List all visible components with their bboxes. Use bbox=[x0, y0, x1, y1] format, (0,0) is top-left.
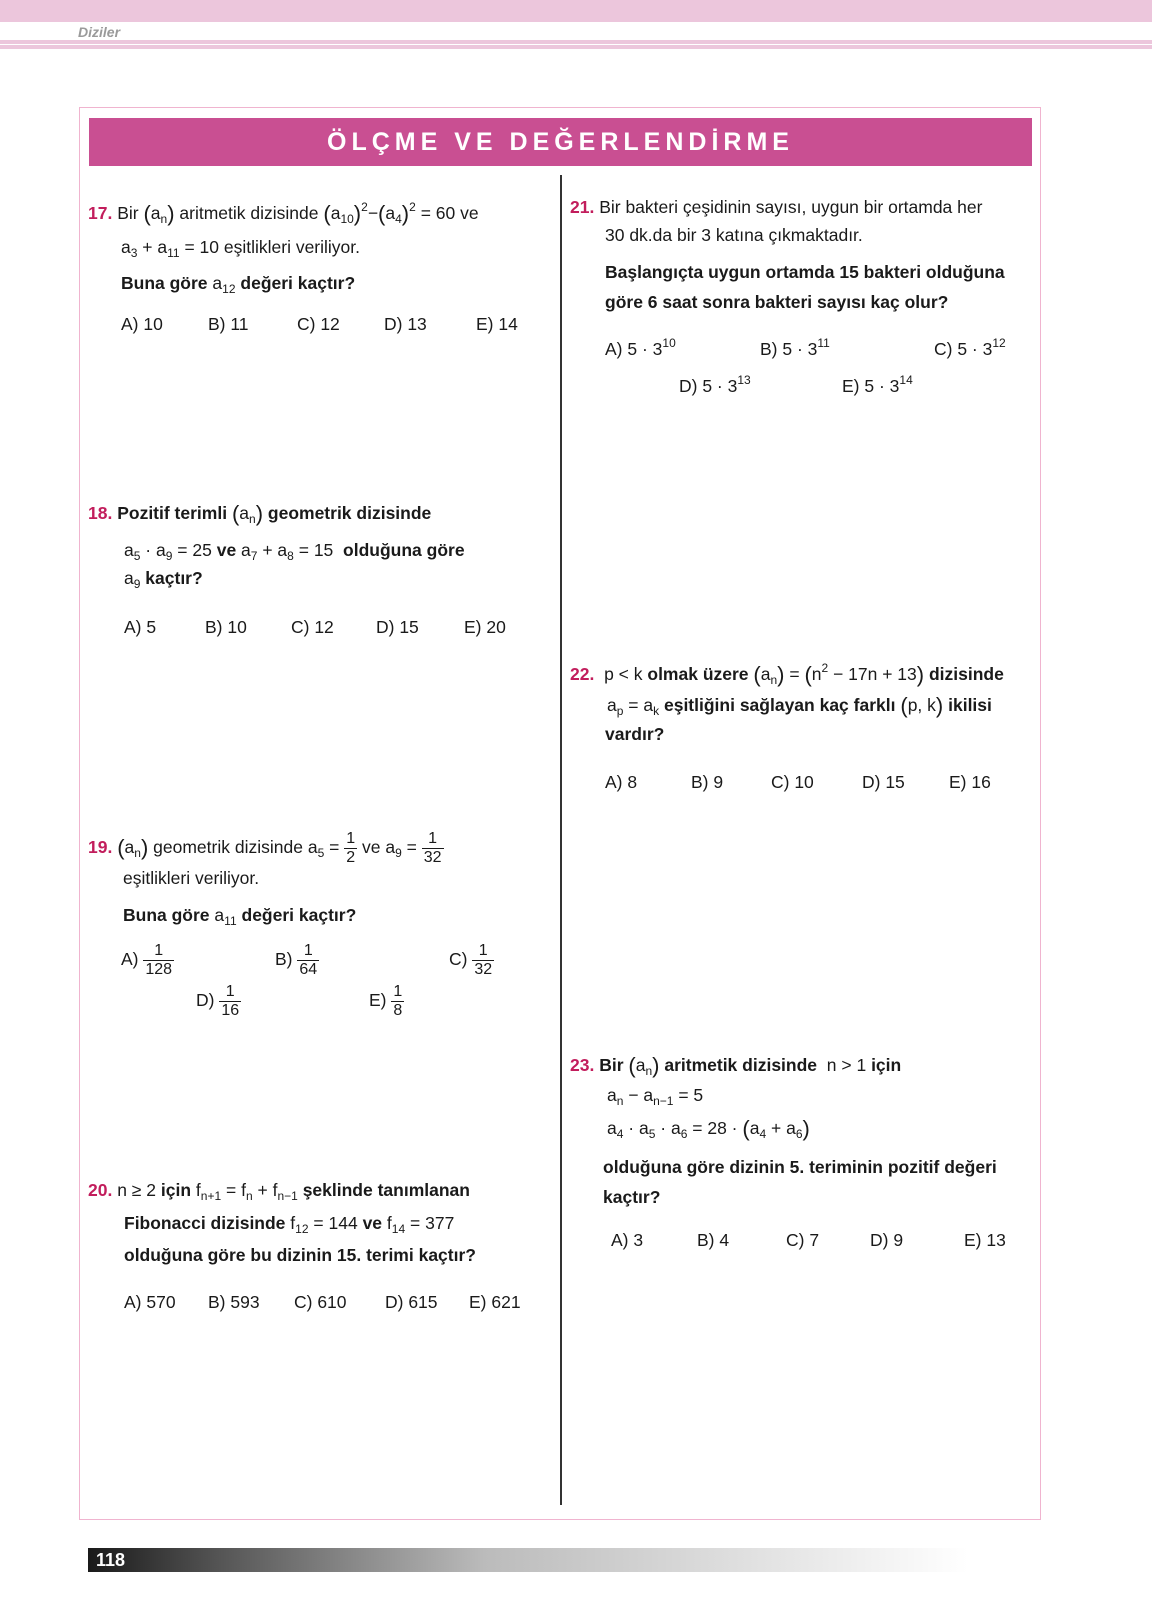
q19-fraction-a5: $\frac{1}{2}$ bbox=[346, 830, 356, 866]
q18-text: Pozitif terimli bbox=[117, 503, 228, 523]
q18-line1: 18. Pozitif terimli $(a_n)$ geometrik dizisinde bbox=[88, 501, 432, 526]
q22-text: ikilisi bbox=[948, 695, 992, 715]
q22-option-c[interactable]: C) 10 bbox=[771, 772, 814, 792]
q21-line2: 30 dk.da bir 3 katına çıkmaktadır. bbox=[605, 225, 863, 245]
section-banner: ÖLÇME VE DEĞERLENDİRME bbox=[89, 118, 1032, 166]
q23-text: aritmetik dizisinde bbox=[664, 1055, 818, 1075]
q23-option-d[interactable]: D) 9 bbox=[870, 1230, 904, 1250]
q19-text: değeri kaçtır? bbox=[241, 905, 357, 925]
q17-line2: $a_3 + a_{11} = 10$ eşitlikleri veriliyor. bbox=[121, 237, 360, 260]
q23-option-e[interactable]: E) 13 bbox=[964, 1230, 1006, 1250]
q22-option-d[interactable]: D) 15 bbox=[862, 772, 905, 792]
q22-option-b[interactable]: B) 9 bbox=[691, 772, 724, 792]
q17-line3: Buna göre $a_{12}$ değeri kaçtır? bbox=[121, 273, 356, 296]
q19-line2: eşitlikleri veriliyor. bbox=[123, 868, 260, 888]
q17-line1: 17. Bir $(a_n)$ aritmetik dizisinde $(a_{10})^2-(a_4)^2 = 60$ ve bbox=[88, 200, 479, 226]
q21-option-e[interactable]: E) $5 \cdot 3^{14}$ bbox=[842, 373, 913, 396]
q21-option-a[interactable]: A) $5 \cdot 3^{10}$ bbox=[605, 336, 676, 359]
q22-option-e[interactable]: E) 16 bbox=[949, 772, 991, 792]
q21-text: Bir bakteri çeşidinin sayısı, uygun bir ortamda her bbox=[599, 197, 983, 217]
q23-line1: 23. Bir $(a_n)$ aritmetik dizisinde n > 1 için bbox=[570, 1053, 902, 1078]
q17-text: Bir bbox=[117, 203, 139, 223]
q21-option-c[interactable]: C) $5 \cdot 3^{12}$ bbox=[934, 336, 1006, 359]
q19-option-d[interactable]: D) $\frac{1}{16}$ bbox=[196, 983, 240, 1019]
q18-option-b[interactable]: B) 10 bbox=[205, 617, 247, 637]
q23-text: = 5 bbox=[678, 1085, 704, 1105]
q19-option-c[interactable]: C) $\frac{1}{32}$ bbox=[449, 942, 493, 978]
q21-line1 bbox=[570, 197, 982, 218]
q19-text: geometrik dizisinde bbox=[153, 837, 303, 858]
q18-line3: $a_9$ kaçtır? bbox=[124, 568, 203, 591]
q22-line1: 22. p < k olmak üzere $(a_n) = (n^2 - 17n + 13)$ dizisinde bbox=[570, 661, 1004, 687]
q23-text: için bbox=[871, 1055, 902, 1075]
q23-line5: kaçtır? bbox=[603, 1187, 661, 1207]
q23-number: 23. bbox=[570, 1055, 595, 1075]
q20-line2: Fibonacci dizisinde $f_{12} = 144$ ve $f_{14} = 377$ bbox=[124, 1213, 455, 1236]
q19-line1: 19. $(a_n)$ geometrik dizisinde $a_5$ = $\frac{1}{2}$ ve $a_9$ = $\frac{1}{32}$ bbox=[88, 830, 442, 866]
q22-option-a[interactable]: A) 8 bbox=[605, 772, 638, 792]
q19-option-b[interactable]: B) $\frac{1}{64}$ bbox=[275, 942, 318, 978]
q18-option-a[interactable]: A) 5 bbox=[124, 617, 157, 637]
q17-text: = 60 ve bbox=[420, 203, 479, 223]
q23-option-c[interactable]: C) 7 bbox=[786, 1230, 820, 1250]
q17-option-e[interactable]: E) 14 bbox=[476, 314, 518, 334]
q23-line2: $a_n - a_{n-1} = 5$ bbox=[607, 1085, 704, 1108]
q22-text: olmak üzere bbox=[647, 664, 749, 684]
q17-number: 17. bbox=[88, 203, 113, 223]
q23-option-a[interactable]: A) 3 bbox=[611, 1230, 644, 1250]
q17-option-d[interactable]: D) 13 bbox=[384, 314, 427, 334]
q19-text: Buna göre bbox=[123, 905, 210, 925]
q18-line2: $a_5 \cdot a_9 = 25$ ve $a_7 + a_8 = 15$ olduğuna göre bbox=[124, 540, 465, 563]
page-number: 118 bbox=[96, 1550, 126, 1570]
q18-text: olduğuna göre bbox=[343, 540, 465, 560]
q17-text: Buna göre bbox=[121, 273, 208, 293]
q17-text: = 10 eşitlikleri veriliyor. bbox=[184, 237, 360, 257]
q19-line3: Buna göre $a_{11}$ değeri kaçtır? bbox=[123, 905, 357, 928]
q20-option-b[interactable]: B) 593 bbox=[208, 1292, 260, 1312]
q17-option-b[interactable]: B) 11 bbox=[208, 314, 249, 334]
q18-option-d[interactable]: D) 15 bbox=[376, 617, 419, 637]
top-line-gap bbox=[0, 44, 1152, 45]
q20-line3: olduğuna göre bu dizinin 15. terimi kaçtır? bbox=[124, 1245, 476, 1265]
q21-option-d[interactable]: D) $5 \cdot 3^{13}$ bbox=[679, 373, 751, 396]
q17-option-a[interactable]: A) 10 bbox=[121, 314, 163, 334]
q17-text: aritmetik dizisinde bbox=[179, 203, 319, 223]
q22-number: 22. bbox=[570, 664, 595, 684]
q23-line3: $a_4 \cdot a_5 \cdot a_6 = 28 \cdot (a_4 + a_6)$ bbox=[607, 1116, 810, 1141]
q23-text: = 28 · bbox=[692, 1118, 738, 1138]
q23-line4: olduğuna göre dizinin 5. teriminin pozitif değeri bbox=[603, 1157, 997, 1177]
q20-option-a[interactable]: A) 570 bbox=[124, 1292, 176, 1312]
q20-text: ve bbox=[362, 1213, 383, 1233]
q19-number: 19. bbox=[88, 837, 113, 858]
q17-text: değeri kaçtır? bbox=[240, 273, 356, 293]
q17-option-c[interactable]: C) 12 bbox=[297, 314, 340, 334]
q19-fraction-a9: $\frac{1}{32}$ bbox=[423, 830, 442, 866]
q19-option-a[interactable]: A) $\frac{1}{128}$ bbox=[121, 942, 173, 978]
q18-option-e[interactable]: E) 20 bbox=[464, 617, 506, 637]
q18-text: kaçtır? bbox=[145, 568, 203, 588]
q22-text: dizisinde bbox=[928, 664, 1004, 684]
top-band bbox=[0, 0, 1152, 22]
q18-option-c[interactable]: C) 12 bbox=[291, 617, 334, 637]
q20-option-c[interactable]: C) 610 bbox=[294, 1292, 347, 1312]
q20-text: şeklinde tanımlanan bbox=[302, 1180, 470, 1200]
q23-option-b[interactable]: B) 4 bbox=[697, 1230, 730, 1250]
q18-text: ve bbox=[216, 540, 237, 560]
column-divider bbox=[560, 175, 562, 1505]
footer-bar bbox=[88, 1548, 968, 1572]
q20-number: 20. bbox=[88, 1180, 113, 1200]
q20-option-e[interactable]: E) 621 bbox=[469, 1292, 521, 1312]
q19-text: ve bbox=[361, 837, 381, 858]
q21-line4: göre 6 saat sonra bakteri sayısı kaç olur? bbox=[605, 292, 949, 312]
q22-line3: vardır? bbox=[605, 724, 665, 744]
q21-option-b[interactable]: B) $5 \cdot 3^{11}$ bbox=[760, 336, 830, 359]
q20-text: için bbox=[160, 1180, 192, 1200]
q18-text: = 25 bbox=[177, 540, 212, 560]
q19-option-e[interactable]: E) $\frac{1}{8}$ bbox=[369, 983, 403, 1019]
q21-number: 21. bbox=[570, 197, 595, 217]
q22-line2: $a_p = a_k$ eşitliğini sağlayan kaç farklı (p, k) ikilisi bbox=[607, 693, 992, 718]
q20-option-d[interactable]: D) 615 bbox=[385, 1292, 438, 1312]
q23-text: Bir bbox=[599, 1055, 624, 1075]
q22-text: eşitliğini sağlayan kaç farklı bbox=[663, 695, 896, 715]
q18-text: geometrik dizisinde bbox=[267, 503, 432, 523]
chapter-title: Diziler bbox=[78, 24, 121, 40]
q18-text: = 15 bbox=[298, 540, 334, 560]
q18-number: 18. bbox=[88, 503, 113, 523]
q21-line3: Başlangıçta uygun ortamda 15 bakteri olduğuna bbox=[605, 262, 1005, 282]
q20-line1: 20. n ≥ 2 için $f_{n+1} = f_n + f_{n-1}$ şeklinde tanımlanan bbox=[88, 1180, 470, 1203]
q20-text: Fibonacci dizisinde bbox=[124, 1213, 286, 1233]
